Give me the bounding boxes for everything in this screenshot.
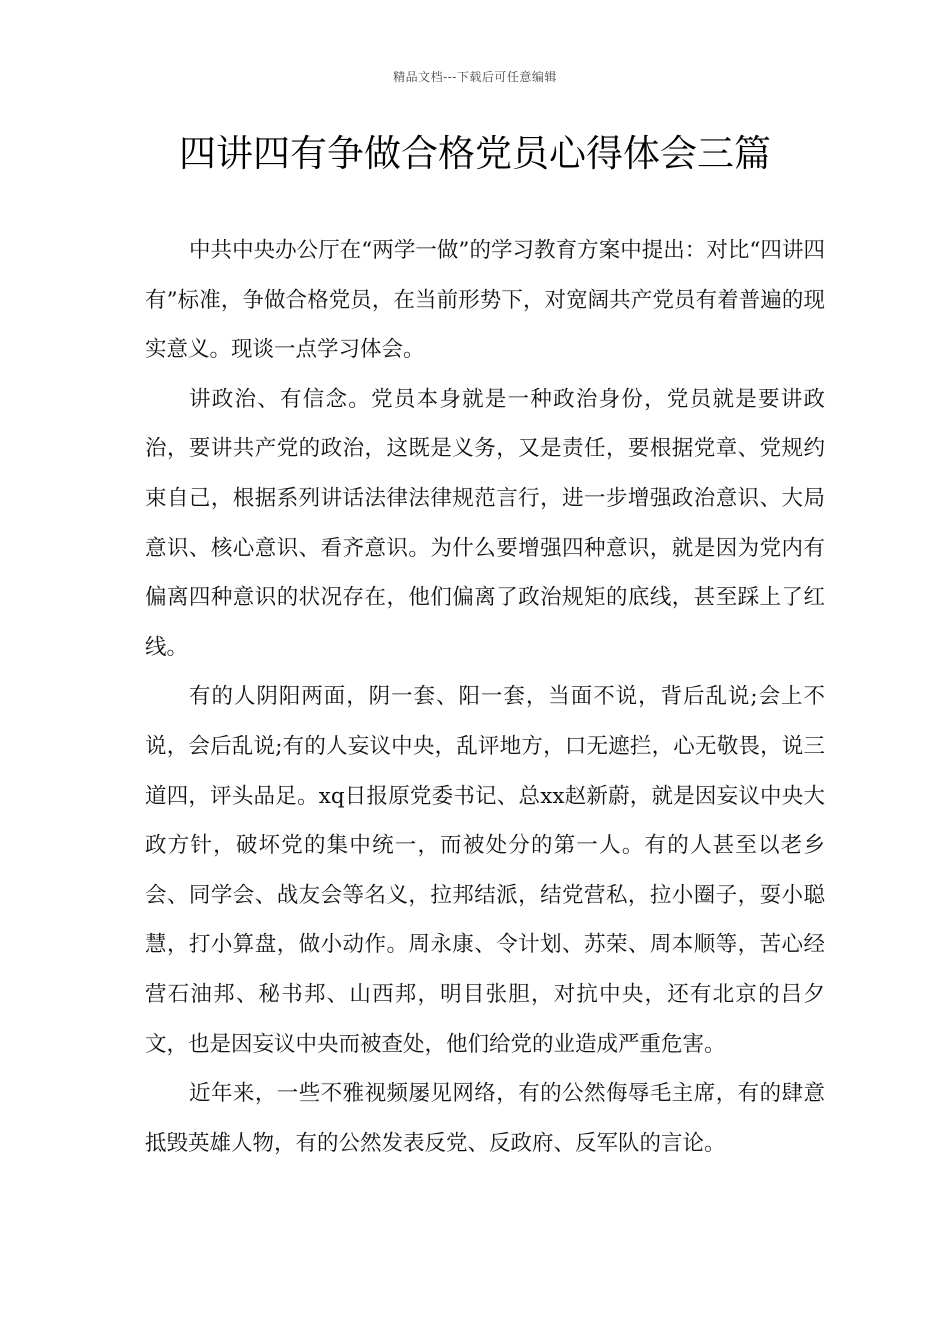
paragraph-1: 中共中央办公厅在“两学一做”的学习教育方案中提出：对比“四讲四有”标准，争做合格党员，在当前形势下，对宽阔共产党员有着普遍的现实意义。现谈一点学习体会。 xyxy=(145,238,825,363)
paragraph-3: 有的人阴阳两面，阴一套、阳一套，当面不说，背后乱说;会上不说，会后乱说;有的人妄议中央，乱评地方，口无遮拦，心无敬畏，说三道四，评头品足。xq日报原党委书记、总xx赵新蔚，就是因妄议中央大政方针，破坏党的集中统一，而被处分的第一人。有的人甚至以老乡会、同学会、战友会等名义，拉邦结派，结党营私，拉小圈子，耍小聪慧，打小算盘，做小动作。周永康、令计划、苏荣、周本顺等，苦心经营石油邦、秘书邦、山西邦，明目张胆，对抗中央，还有北京的吕夕文，也是因妄议中央而被查处，他们给党的业造成严重危害。 xyxy=(145,684,825,1057)
paragraph-2: 讲政治、有信念。党员本身就是一种政治身份，党员就是要讲政治，要讲共产党的政治，这既是义务，又是责任，要根据党章、党规约束自己，根据系列讲话法律法律规范言行，进一步增强政治意识、大局意识、核心意识、看齐意识。为什么要增强四种意识，就是因为党内有偏离四种意识的状况存在，他们偏离了政治规矩的底线，甚至踩上了红线。 xyxy=(145,386,825,660)
document-body xyxy=(145,226,825,1168)
header-note: 精品文档---下载后可任意编辑 xyxy=(393,70,557,84)
paragraph-4: 近年来，一些不雅视频屡见网络，有的公然侮辱毛主席，有的肆意抵毁英雄人物，有的公然发表反党、反政府、反军队的言论。 xyxy=(145,1081,825,1156)
document-title: 四讲四有争做合格党员心得体会三篇 xyxy=(179,132,771,175)
